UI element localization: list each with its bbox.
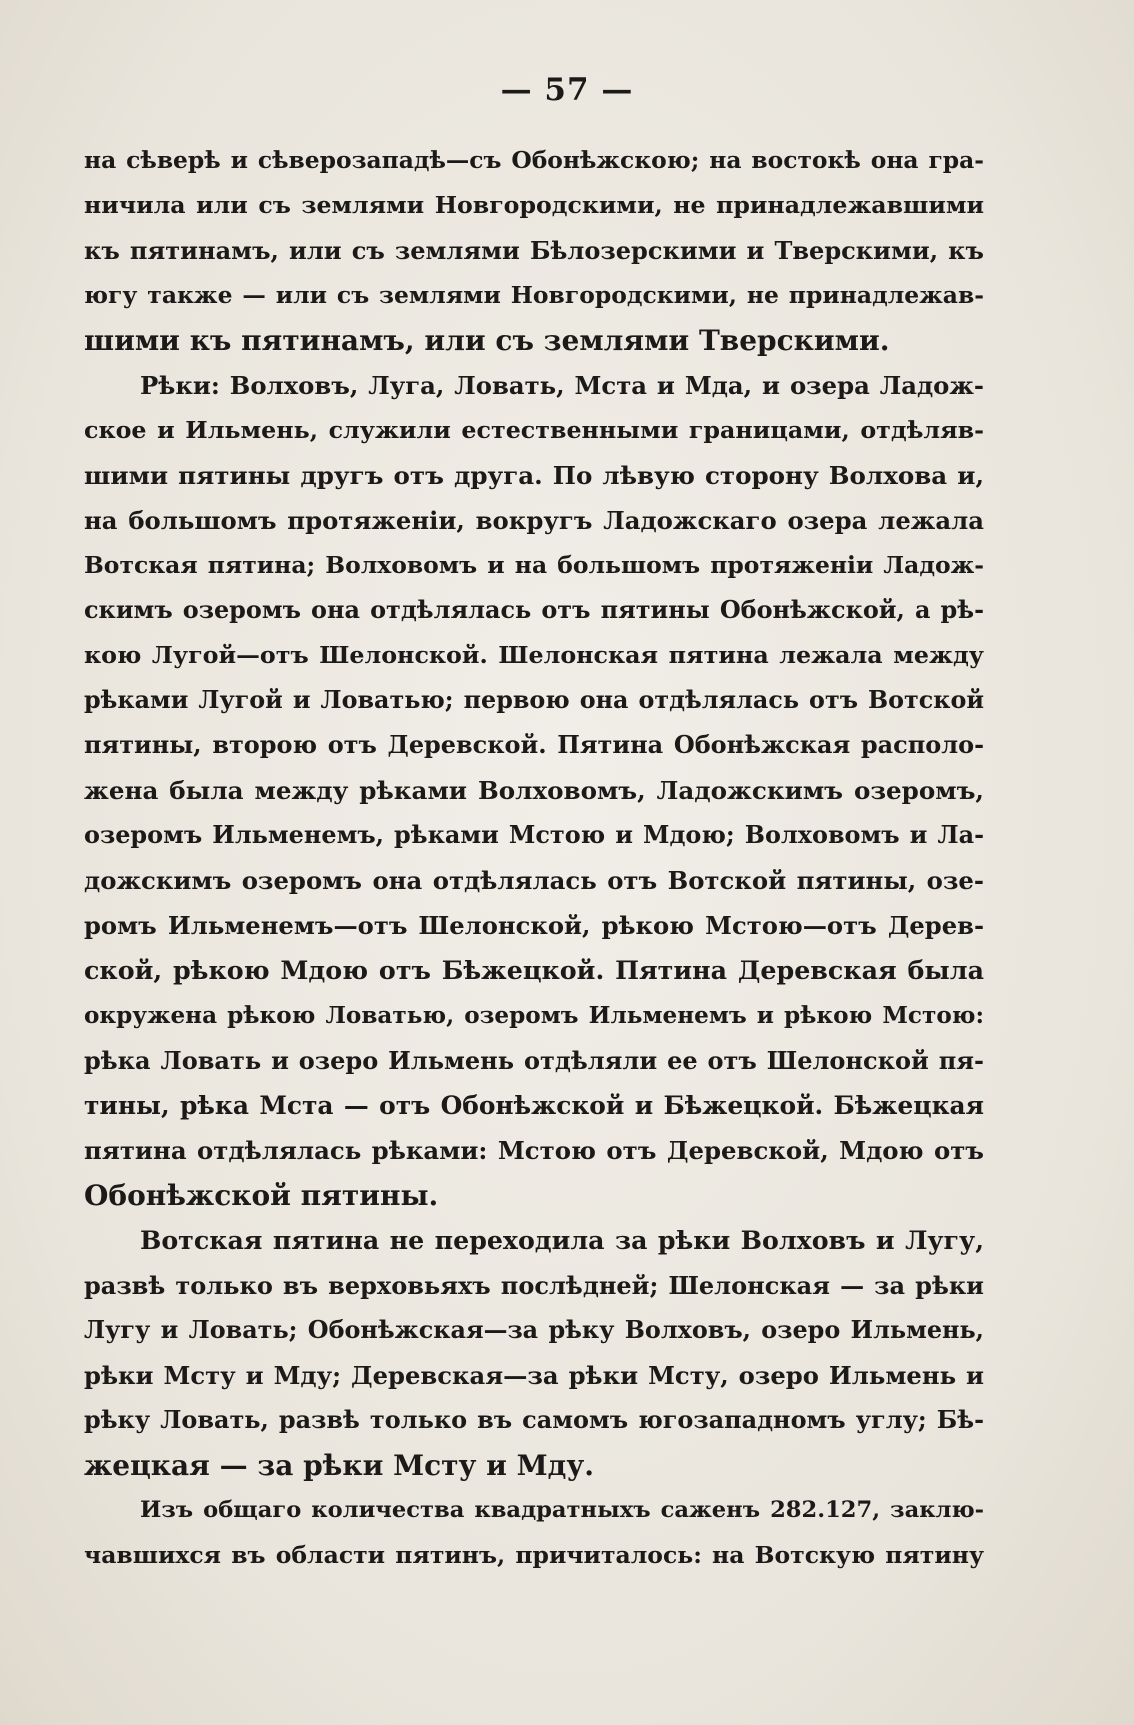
text-line: Изъ общаго количества квадратныхъ саженъ 282.127, заклю-: [140, 1497, 984, 1523]
paragraph-1: [84, 138, 984, 363]
text-line: ское и Ильмень, служили естественными границами, отдѣляв-: [84, 416, 984, 444]
body-text: [84, 138, 984, 1578]
text-line: Рѣки: Волховъ, Луга, Ловать, Мста и Мда, и озера Ладож-: [140, 371, 984, 400]
text-line: дожскимъ озеромъ она отдѣлялась отъ Вотской пятины, озе-: [84, 866, 984, 895]
text-line: пятина отдѣлялась рѣками: Мстою отъ Деревской, Мдою отъ: [84, 1136, 984, 1165]
text-line: Вотская пятина не переходила за рѣки Волховъ и Лугу,: [140, 1225, 984, 1255]
text-line: ской, рѣкою Мдою отъ Бѣжецкой. Пятина Деревская была: [84, 955, 984, 985]
text-line: тины, рѣка Мста — отъ Обонѣжской и Бѣжецкой. Бѣжецкая: [84, 1091, 984, 1120]
text-line: на большомъ протяженіи, вокругъ Ладожскаго озера лежала: [84, 506, 984, 535]
text-line: шими къ пятинамъ, или съ землями Тверскими.: [84, 324, 890, 357]
text-line: жецкая — за рѣки Мсту и Мду.: [84, 1449, 594, 1482]
paragraph-2: [84, 363, 984, 1218]
text-line: къ пятинамъ, или съ землями Бѣлозерскими и Тверскими, къ: [84, 236, 984, 265]
text-line: пятины, второю отъ Деревской. Пятина Обонѣжская располо-: [84, 731, 984, 759]
paragraph-4: [84, 1488, 984, 1578]
text-line: рѣку Ловать, развѣ только въ самомъ югозападномъ углу; Бѣ-: [84, 1406, 984, 1434]
text-line: скимъ озеромъ она отдѣлялась отъ пятины Обонѣжской, а рѣ-: [84, 596, 984, 624]
text-line: на сѣверѣ и сѣверозападѣ—съ Обонѣжскою; на востокѣ она гра-: [84, 146, 984, 174]
text-line: ромъ Ильменемъ—отъ Шелонской, рѣкою Мстою—отъ Дерев-: [84, 911, 984, 940]
text-line: рѣка Ловать и озеро Ильмень отдѣляли ее отъ Шелонской пя-: [84, 1046, 984, 1075]
page-number: — 57 —: [500, 72, 634, 108]
text-line: Лугу и Ловать; Обонѣжская—за рѣку Волховъ, озеро Ильмень,: [84, 1316, 984, 1344]
text-line: шими пятины другъ отъ друга. По лѣвую сторону Волхова и,: [84, 461, 984, 490]
text-line: Обонѣжской пятины.: [84, 1179, 439, 1212]
text-line: окружена рѣкою Ловатью, озеромъ Ильменемъ и рѣкою Мстою:: [84, 1002, 984, 1029]
text-line: кою Лугой—отъ Шелонской. Шелонская пятина лежала между: [84, 641, 984, 669]
text-line: рѣки Мсту и Мду; Деревская—за рѣки Мсту, озеро Ильмень и: [84, 1361, 984, 1390]
text-line: Вотская пятина; Волховомъ и на большомъ протяженіи Ладож-: [84, 551, 984, 579]
text-line: озеромъ Ильменемъ, рѣками Мстою и Мдою; Волховомъ и Ла-: [84, 821, 984, 849]
text-line: чавшихся въ области пятинъ, причиталось: на Вотскую пятину: [84, 1541, 984, 1569]
paragraph-3: [84, 1218, 984, 1488]
text-line: югу также — или съ землями Новгородскими, не принадлежав-: [84, 281, 984, 309]
text-line: развѣ только въ верховьяхъ послѣдней; Шелонская — за рѣки: [84, 1271, 984, 1300]
text-line: жена была между рѣками Волховомъ, Ладожскимъ озеромъ,: [84, 776, 984, 805]
text-line: рѣками Лугой и Ловатью; первою она отдѣлялась отъ Вотской: [84, 686, 984, 714]
text-line: ничила или съ землями Новгородскими, не принадлежавшими: [84, 191, 984, 219]
